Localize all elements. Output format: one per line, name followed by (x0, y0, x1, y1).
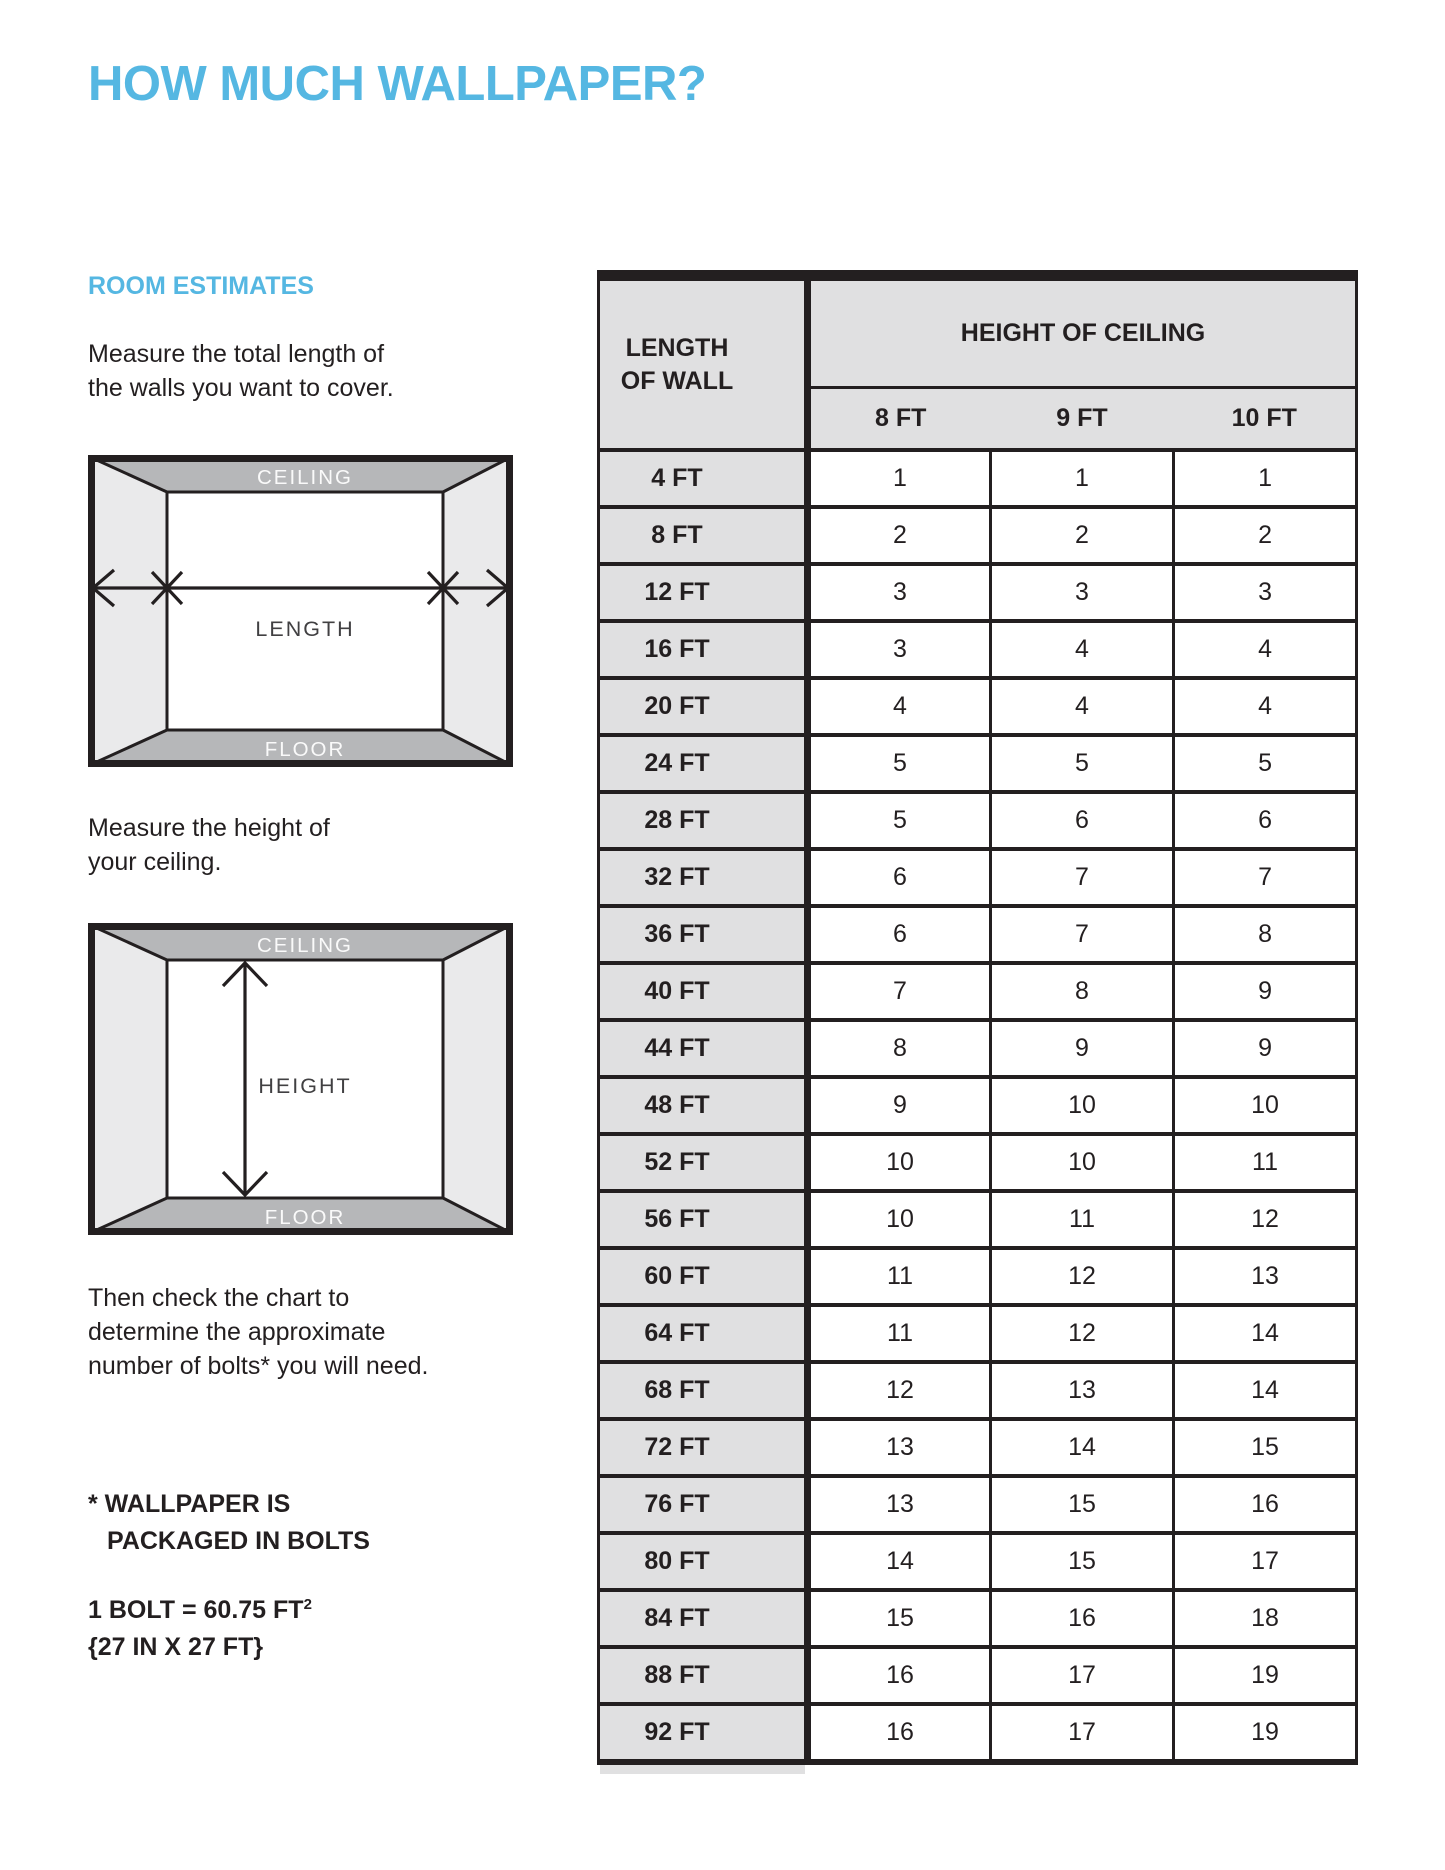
bolt-count-cell: 5 (1174, 735, 1357, 792)
bolt-count-cell: 2 (991, 507, 1174, 564)
wall-length-cell: 28 FT (599, 792, 808, 849)
wall-length-cell: 48 FT (599, 1077, 808, 1134)
bolt-count-cell: 12 (808, 1362, 991, 1419)
bolt-count-cell: 8 (808, 1020, 991, 1077)
bolt-count-cell: 10 (991, 1077, 1174, 1134)
bolt-count-cell: 3 (808, 621, 991, 678)
table-row (599, 1647, 1357, 1704)
wall-length-cell: 8 FT (599, 507, 808, 564)
bolt-count-cell: 6 (991, 792, 1174, 849)
bolt-count-cell: 8 (991, 963, 1174, 1020)
bolt-count-cell: 14 (808, 1533, 991, 1590)
bolt-count-cell: 5 (991, 735, 1174, 792)
table-row (599, 1419, 1357, 1476)
text-line: the walls you want to cover. (88, 374, 394, 402)
table-row (599, 1476, 1357, 1533)
bolt-count-cell: 12 (991, 1305, 1174, 1362)
text-line: determine the approximate (88, 1318, 386, 1346)
bolt-count-cell: 9 (1174, 1020, 1357, 1077)
bolt-count-cell: 7 (991, 906, 1174, 963)
bolt-count-cell: 4 (808, 678, 991, 735)
bolts-footnote (88, 1486, 370, 1560)
wall-length-cell: 64 FT (599, 1305, 808, 1362)
right-wall-panel (443, 923, 513, 1235)
bolt-count-cell: 10 (808, 1134, 991, 1191)
bolt-count-cell: 1 (991, 450, 1174, 507)
table-row (599, 792, 1357, 849)
bolt-count-cell: 16 (808, 1647, 991, 1704)
bolt-count-cell: 3 (991, 564, 1174, 621)
wall-length-cell: 16 FT (599, 621, 808, 678)
bolt-count-cell: 15 (808, 1590, 991, 1647)
right-wall-panel (443, 455, 513, 767)
bolt-count-cell: 9 (808, 1077, 991, 1134)
table-row (599, 1362, 1357, 1419)
length-label: LENGTH (255, 617, 355, 641)
room-height-diagram (88, 923, 513, 1235)
table-row (599, 906, 1357, 963)
wall-length-cell: 84 FT (599, 1590, 808, 1647)
bolts-table-container (597, 270, 1355, 1774)
bolt-count-cell: 19 (1174, 1704, 1357, 1762)
bolt-count-cell: 10 (1174, 1077, 1357, 1134)
ceiling-label: CEILING (256, 466, 354, 489)
table-row (599, 1020, 1357, 1077)
wall-length-cell: 88 FT (599, 1647, 808, 1704)
table-row (599, 450, 1357, 507)
text-line: Measure the total length of (88, 340, 385, 368)
bolt-count-cell: 16 (1174, 1476, 1357, 1533)
table-row (599, 1077, 1357, 1134)
table-row (599, 735, 1357, 792)
bolt-count-cell: 4 (1174, 621, 1357, 678)
bolt-count-cell: 15 (991, 1533, 1174, 1590)
bolt-count-cell: 1 (808, 450, 991, 507)
text-line: your ceiling. (88, 848, 222, 876)
table-row (599, 1590, 1357, 1647)
table-row (599, 1248, 1357, 1305)
bolt-count-cell: 14 (1174, 1305, 1357, 1362)
squared-superscript: 2 (303, 1596, 312, 1613)
ceiling-height-column-10ft: 10 FT (1174, 388, 1357, 451)
table-row (599, 1305, 1357, 1362)
bolt-count-cell: 17 (1174, 1533, 1357, 1590)
table-row (599, 849, 1357, 906)
bolt-equation (88, 1596, 312, 1624)
bolt-count-cell: 7 (808, 963, 991, 1020)
bolt-count-cell: 12 (991, 1248, 1174, 1305)
wall-length-cell: 92 FT (599, 1704, 808, 1762)
bolt-count-cell: 11 (808, 1248, 991, 1305)
bolt-count-cell: 15 (991, 1476, 1174, 1533)
bolt-count-cell: 6 (1174, 792, 1357, 849)
wall-length-cell: 4 FT (599, 450, 808, 507)
text-line: * WALLPAPER IS (88, 1490, 291, 1518)
wall-length-cell: 40 FT (599, 963, 808, 1020)
table-row (599, 1533, 1357, 1590)
bolts-table-body (599, 450, 1357, 1762)
room-estimates-heading: ROOM ESTIMATES (88, 272, 314, 300)
bolt-count-cell: 4 (991, 678, 1174, 735)
bolt-count-cell: 13 (808, 1419, 991, 1476)
table-row (599, 507, 1357, 564)
wall-length-cell: 60 FT (599, 1248, 808, 1305)
bolt-count-cell: 16 (808, 1704, 991, 1762)
wall-length-cell: 32 FT (599, 849, 808, 906)
wall-length-cell: 80 FT (599, 1533, 808, 1590)
text-line: number of bolts* you will need. (88, 1352, 429, 1380)
text-line: Measure the height of (88, 814, 330, 842)
bolt-count-cell: 11 (1174, 1134, 1357, 1191)
table-row (599, 621, 1357, 678)
instruction-measure-length (88, 337, 394, 405)
room-length-diagram (88, 455, 513, 767)
floor-label: FLOOR (264, 1206, 346, 1229)
bolt-count-cell: 5 (808, 792, 991, 849)
wall-length-cell: 24 FT (599, 735, 808, 792)
table-row (599, 1134, 1357, 1191)
bolts-table (597, 270, 1358, 1765)
bolt-count-cell: 5 (808, 735, 991, 792)
page-title: HOW MUCH WALLPAPER? (88, 57, 707, 111)
bolt-count-cell: 7 (1174, 849, 1357, 906)
wall-length-cell: 56 FT (599, 1191, 808, 1248)
bolt-count-cell: 7 (991, 849, 1174, 906)
text-line: OF WALL (620, 366, 734, 395)
instruction-measure-height (88, 811, 330, 879)
text-line: Then check the chart to (88, 1284, 350, 1312)
wall-length-cell: 72 FT (599, 1419, 808, 1476)
bolt-count-cell: 11 (808, 1305, 991, 1362)
bolt-count-cell: 2 (808, 507, 991, 564)
bolt-count-cell: 8 (1174, 906, 1357, 963)
wall-length-cell: 12 FT (599, 564, 808, 621)
bolt-count-cell: 3 (808, 564, 991, 621)
wall-length-cell: 76 FT (599, 1476, 808, 1533)
ceiling-label: CEILING (256, 934, 354, 957)
table-header-row (599, 276, 1357, 388)
table-row (599, 1704, 1357, 1762)
bolt-count-cell: 6 (808, 849, 991, 906)
bolt-count-cell: 1 (1174, 450, 1357, 507)
table-row (599, 963, 1357, 1020)
bolt-count-cell: 19 (1174, 1647, 1357, 1704)
wall-length-cell: 20 FT (599, 678, 808, 735)
table-row (599, 678, 1357, 735)
bolt-dimensions: {27 IN X 27 FT} (88, 1633, 264, 1661)
bolt-count-cell: 9 (1174, 963, 1357, 1020)
bolt-count-cell: 16 (991, 1590, 1174, 1647)
bolt-count-cell: 14 (991, 1419, 1174, 1476)
bolt-count-cell: 18 (1174, 1590, 1357, 1647)
length-of-wall-header (599, 276, 808, 451)
text-line: LENGTH (625, 333, 729, 362)
table-row (599, 564, 1357, 621)
bolt-size-info (88, 1586, 312, 1666)
bolt-count-cell: 10 (808, 1191, 991, 1248)
wall-length-cell: 52 FT (599, 1134, 808, 1191)
bolt-count-cell: 9 (991, 1020, 1174, 1077)
bolt-count-cell: 17 (991, 1647, 1174, 1704)
bolt-count-cell: 14 (1174, 1362, 1357, 1419)
bolt-count-cell: 17 (991, 1704, 1174, 1762)
wall-length-cell: 44 FT (599, 1020, 808, 1077)
ceiling-height-column-8ft: 8 FT (808, 388, 991, 451)
bolt-count-cell: 4 (1174, 678, 1357, 735)
height-of-ceiling-header: HEIGHT OF CEILING (808, 276, 1357, 388)
wall-length-cell: 36 FT (599, 906, 808, 963)
bolt-count-cell: 11 (991, 1191, 1174, 1248)
instruction-check-chart (88, 1281, 428, 1383)
bolt-count-cell: 13 (808, 1476, 991, 1533)
left-wall-panel (88, 455, 167, 767)
table-row (599, 1191, 1357, 1248)
height-label: HEIGHT (258, 1074, 352, 1098)
bolt-count-cell: 10 (991, 1134, 1174, 1191)
bolt-count-cell: 15 (1174, 1419, 1357, 1476)
bolt-count-cell: 12 (1174, 1191, 1357, 1248)
ceiling-height-column-9ft: 9 FT (991, 388, 1174, 451)
table-footer-gray-tab (600, 1765, 805, 1774)
left-wall-panel (88, 923, 167, 1235)
bolt-count-cell: 2 (1174, 507, 1357, 564)
back-wall-panel (167, 492, 443, 730)
text-line: 1 BOLT = 60.75 FT (88, 1596, 304, 1624)
floor-label: FLOOR (264, 738, 346, 761)
bolt-count-cell: 4 (991, 621, 1174, 678)
bolt-count-cell: 6 (808, 906, 991, 963)
text-line: PACKAGED IN BOLTS (107, 1527, 370, 1555)
bolt-count-cell: 3 (1174, 564, 1357, 621)
bolt-count-cell: 13 (991, 1362, 1174, 1419)
wall-length-cell: 68 FT (599, 1362, 808, 1419)
bolt-count-cell: 13 (1174, 1248, 1357, 1305)
